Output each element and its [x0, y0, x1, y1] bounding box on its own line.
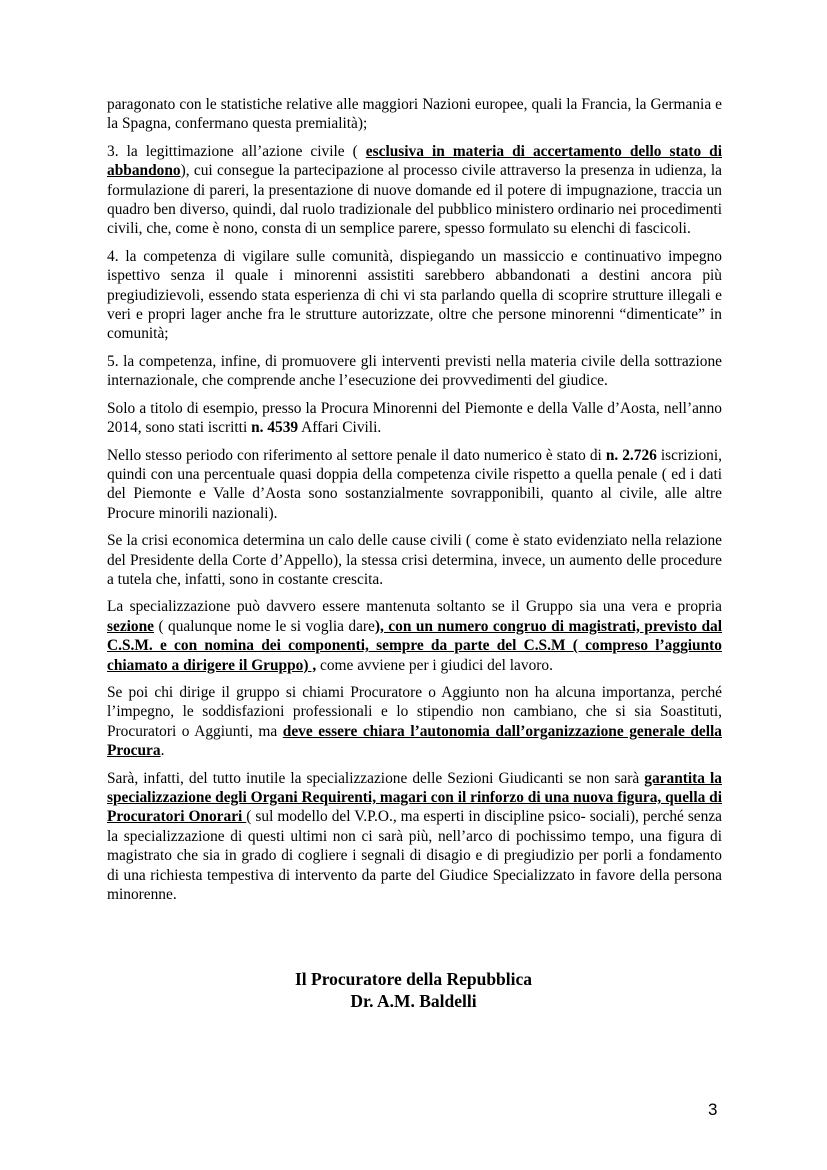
paragraph: [107, 399, 722, 438]
paragraph-text: ), cui consegue la partecipazione al processo civile attraverso la presenza in udienza, la formulazione di pareri, la presentazione di nuove domande ed il potere di impugnazione, traccia un quadro ben diverso, quindi, dal ruolo tradizionale del pubblico ministero ordinario nei procedimenti civili, che, come è nono, consta di un semplice parere, spesso formulato su elenchi di fascicoli.: [107, 162, 722, 238]
paragraph-text: come avviene per i giudici del lavoro.: [316, 656, 553, 674]
paragraph: [107, 597, 722, 675]
paragraph-text: ( qualunque nome le si voglia dare: [154, 617, 375, 635]
signature-block: [0, 968, 827, 1012]
emphasis-text: n. 4539: [251, 419, 299, 437]
paragraph-text: paragonato con le statistiche relative alle maggiori Nazioni europee, quali la Francia, la Germania e la Spagna, confermano questa premialità);: [107, 96, 722, 133]
body-text: [107, 95, 722, 912]
paragraph-item-3: [107, 142, 722, 239]
paragraph-text: Sarà, infatti, del tutto inutile la specializzazione delle Sezioni Giudicanti se non sarà: [107, 769, 645, 787]
paragraph-text: 4. la competenza di vigilare sulle comunità, dispiegando un massiccio e continuativo impegno ispettivo senza il quale i minorenni assistiti sarebbero abbandonati a destini ancora più pregiudizievoli, essendo stata esperienza di chi vi sta parlando quella di scoprire strutture illegali e veri e propri lager anche fra le strutture autorizzate, oltre che persone minorenni “dimenticate” in comunità;: [107, 247, 722, 343]
emphasis-text: sezione: [107, 617, 155, 635]
emphasis-text: deve essere chiara l’autonomia dall’organizzazione generale della Procura: [107, 722, 722, 760]
paragraph-text: Nello stesso periodo con riferimento al settore penale il dato numerico è stato di: [107, 446, 606, 464]
paragraph: [107, 446, 722, 524]
emphasis-text: n. 2.726: [605, 446, 657, 464]
paragraph-text: ( sul modello del V.P.O., ma esperti in discipline psico- sociali), perché senza la specializzazione di questi ultimi non ci sarà più, nell’arco di pochissimo tempo, una figura di magistrato che sia in grado di cogliere i segnali di disagio e di pregiudizio per porli a fondamento di una richiesta tempestiva di intervento da parte del Giudice Specializzato in favore della persona minorenne.: [107, 808, 722, 904]
paragraph-text: Se la crisi economica determina un calo delle cause civili ( come è stato evidenziato nella relazione del Presidente della Corte d’Appello), la stessa crisi determina, invece, un aumento delle procedure a tutela che, infatti, sono in costante crescita.: [107, 532, 722, 588]
paragraph-item-4: [107, 247, 722, 344]
paragraph-text: Solo a titolo di esempio, presso la Procura Minorenni del Piemonte e della Valle d’Aosta, nell’anno 2014, sono stati iscritti: [107, 399, 722, 437]
paragraph: [107, 683, 722, 761]
emphasis-text: garantita la specializzazione degli Organi Requirenti, magari con il rinforzo di una nuova figura, quella di Procuratori Onorari: [107, 769, 722, 826]
paragraph-text: Se poi chi dirige il gruppo si chiami Procuratore o Aggiunto non ha alcuna importanza, perché l’impegno, le soddisfazioni professionali e lo stipendio non cambiano, che si sia Soastituti, Procuratori o Aggiunti, ma: [107, 683, 722, 740]
emphasis-text: esclusiva in materia di accertamento dello stato di abbandono: [107, 142, 722, 180]
paragraph-text: La specializzazione può davvero essere mantenuta soltanto se il Gruppo sia una vera e propria: [107, 598, 722, 616]
signature-title: Il Procuratore della Repubblica: [294, 969, 533, 989]
paragraph-text: .: [160, 742, 165, 760]
paragraph: [107, 769, 722, 905]
emphasis-text: ), con un numero congruo di magistrati, previsto dal C.S.M. e con nomina dei componenti, sempre da parte del C.S.M ( compreso l’aggiunto chiamato a dirigere il Gruppo) ,: [107, 617, 722, 674]
paragraph: [107, 531, 722, 589]
paragraph-item-5: [107, 352, 722, 391]
paragraph-text: Affari Civili.: [298, 419, 382, 437]
paragraph-text: iscrizioni, quindi con una percentuale quasi doppia della competenza civile rispetto a quella penale ( ed i dati del Piemonte e Valle d’Aosta sono sostanzialmente sovrapponibili, quanto al civile, alle altre Procure minorili nazionali).: [107, 446, 722, 522]
page-number: 3: [708, 1100, 718, 1119]
paragraph: [107, 95, 722, 134]
paragraph-text: 5. la competenza, infine, di promuovere gli interventi previsti nella materia civile della sottrazione internazionale, che comprende anche l’esecuzione dei provvedimenti del giudice.: [107, 352, 722, 390]
paragraph-text: 3. la legittimazione all’azione civile (: [107, 142, 366, 160]
signature-name: Dr. A.M. Baldelli: [350, 991, 477, 1011]
